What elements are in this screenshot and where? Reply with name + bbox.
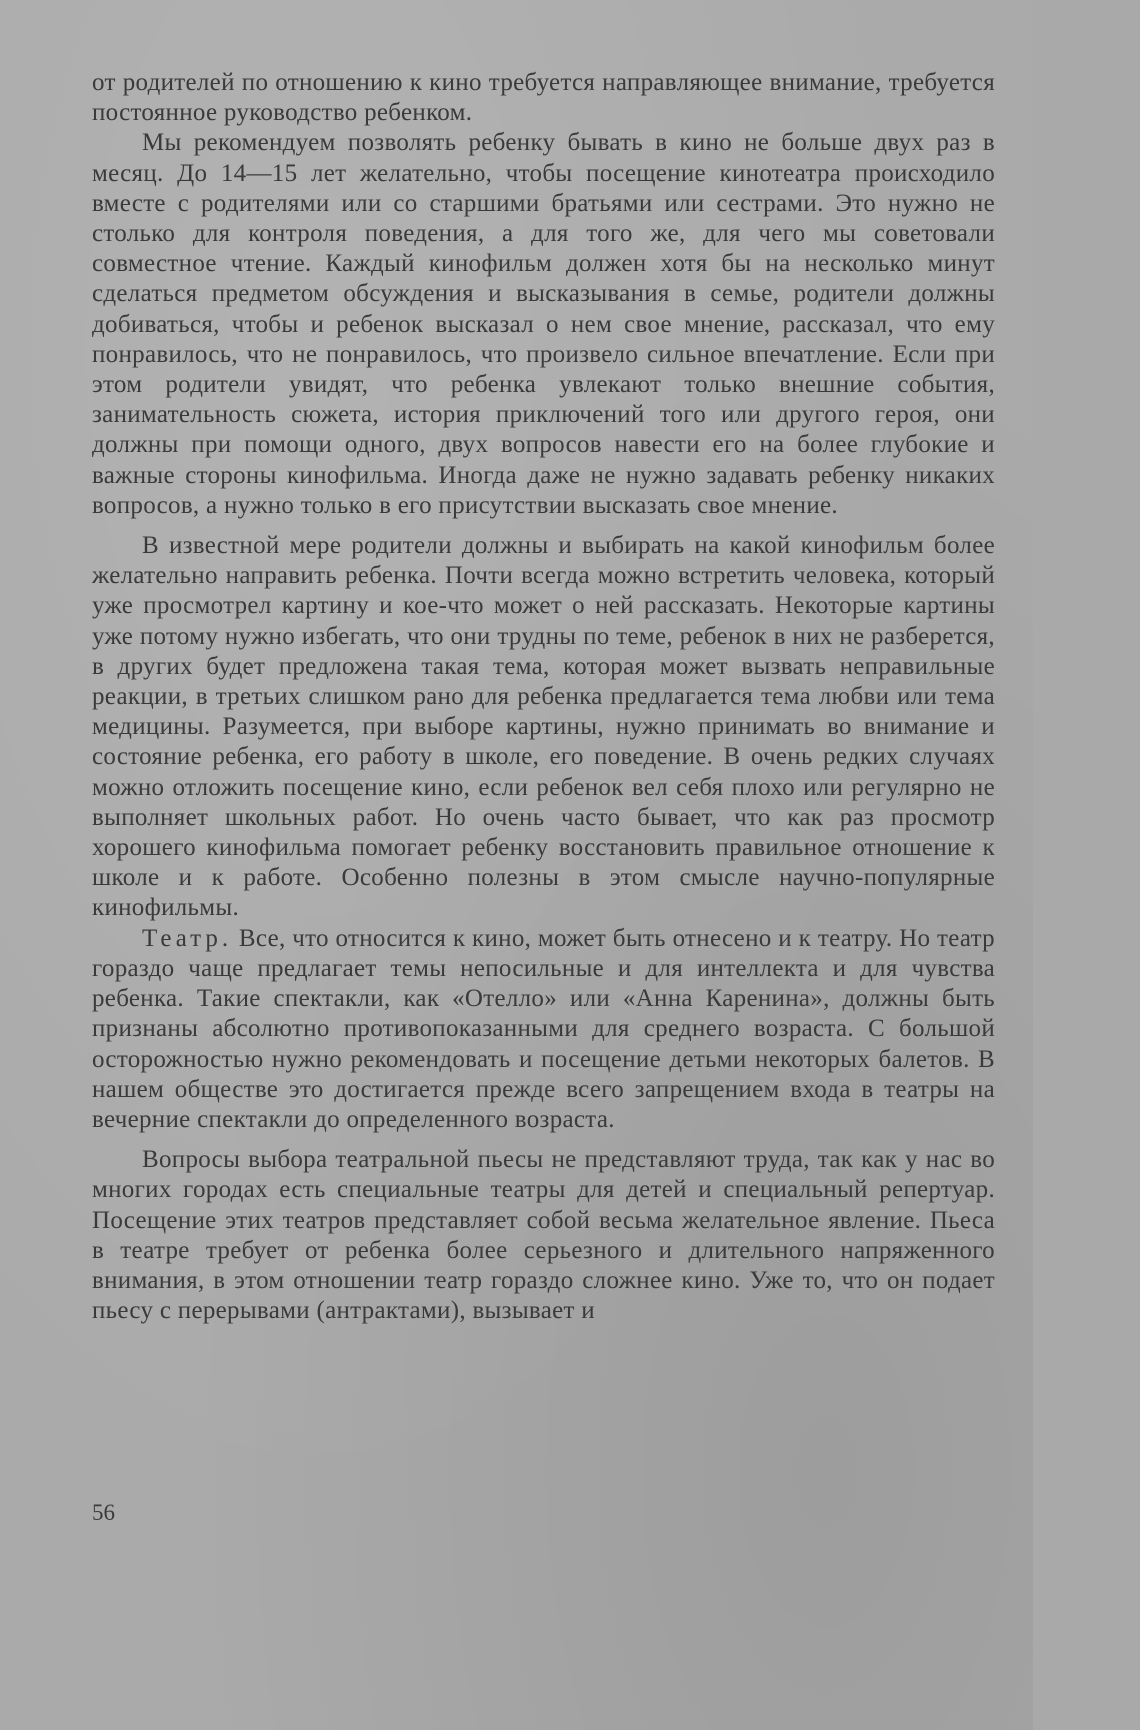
paragraph-3: В известной мере родители должны и выбирать на какой кинофильм более желательно направить ребенка. Почти всегда можно встретить человека, который уже просмотрел картину и кое-что может о ней рассказать. Некоторые картины уже потому нужно избегать, что они трудны по теме, ребенок в них не разберется, в других будет предложена такая тема, которая может вызвать неправильные реакции, в третьих слишком рано для ребенка предлагается тема любви или тема медицины. Разумеется, при выборе картины, нужно принимать во внимание и состояние ребенка, его работу в школе, его поведение. В очень редких случаях можно отложить посещение кино, если ребенок вел себя плохо или регулярно не выполняет школьных работ. Но очень часто бывает, что как раз просмотр хорошего кинофильма помогает ребенку восстановить правильное отношение к школе и к работе. Особенно полезны в этом смысле научно-популярные кинофильмы. xyxy=(92,532,995,922)
body-text xyxy=(92,68,995,1326)
paragraph-5: Вопросы выбора театральной пьесы не представляют труда, так как у нас во многих городах есть специальные театры для детей и специальный репертуар. Посещение этих театров представляет собой весьма желательное явление. Пьеса в театре требует от ребенка более серьезного и длительного напряженного внимания, в этом отношении театр гораздо сложнее кино. Уже то, что он подает пьесу с перерывами (антрактами), вызывает и xyxy=(92,1146,995,1325)
paragraph-1: от родителей по отношению к кино требуется направляющее внимание, требуется постоянное руководство ребенком. xyxy=(92,69,995,127)
paragraph-2: Мы рекомендуем позволять ребенку бывать в кино не больше двух раз в месяц. До 14—15 лет желательно, чтобы посещение кинотеатра происходило вместе с родителями или со старшими братьями или сестрами. Это нужно не столько для контроля поведения, а для того же, для чего мы советовали совместное чтение. Каждый кинофильм должен хотя бы на несколько минут сделаться предметом обсуждения и высказывания в семье, родители должны добиваться, чтобы и ребенок высказал о нем свое мнение, рассказал, что ему понравилось, что не понравилось, что произвело сильное впечатление. Если при этом родители увидят, что ребенка увлекают только внешние события, занимательность сюжета, история приключений того или другого героя, они должны при помощи одного, двух вопросов навести его на более глубокие и важные стороны кинофильма. Иногда даже не нужно задавать ребенку никаких вопросов, а нужно только в его присутствии высказать свое мнение. xyxy=(92,129,995,519)
paragraph-4 xyxy=(92,924,995,1135)
theatre-heading: Театр. xyxy=(142,924,233,952)
page-number: 56 xyxy=(92,1500,115,1525)
paragraph-4-text: Все, что относится к кино, может быть отнесено и к театру. Но театр гораздо чаще предлагает темы непосильные и для интеллекта и для чувства ребенка. Такие спектакли, как «Отелло» или «Анна Каренина», должны быть признаны абсолютно противопоказанными для среднего возраста. С большой осторожностью нужно рекомендовать и посещение детьми некоторых балетов. В нашем обществе это достигается прежде всего запрещением входа в театры на вечерние спектакли до определенного возраста. xyxy=(92,924,995,1133)
